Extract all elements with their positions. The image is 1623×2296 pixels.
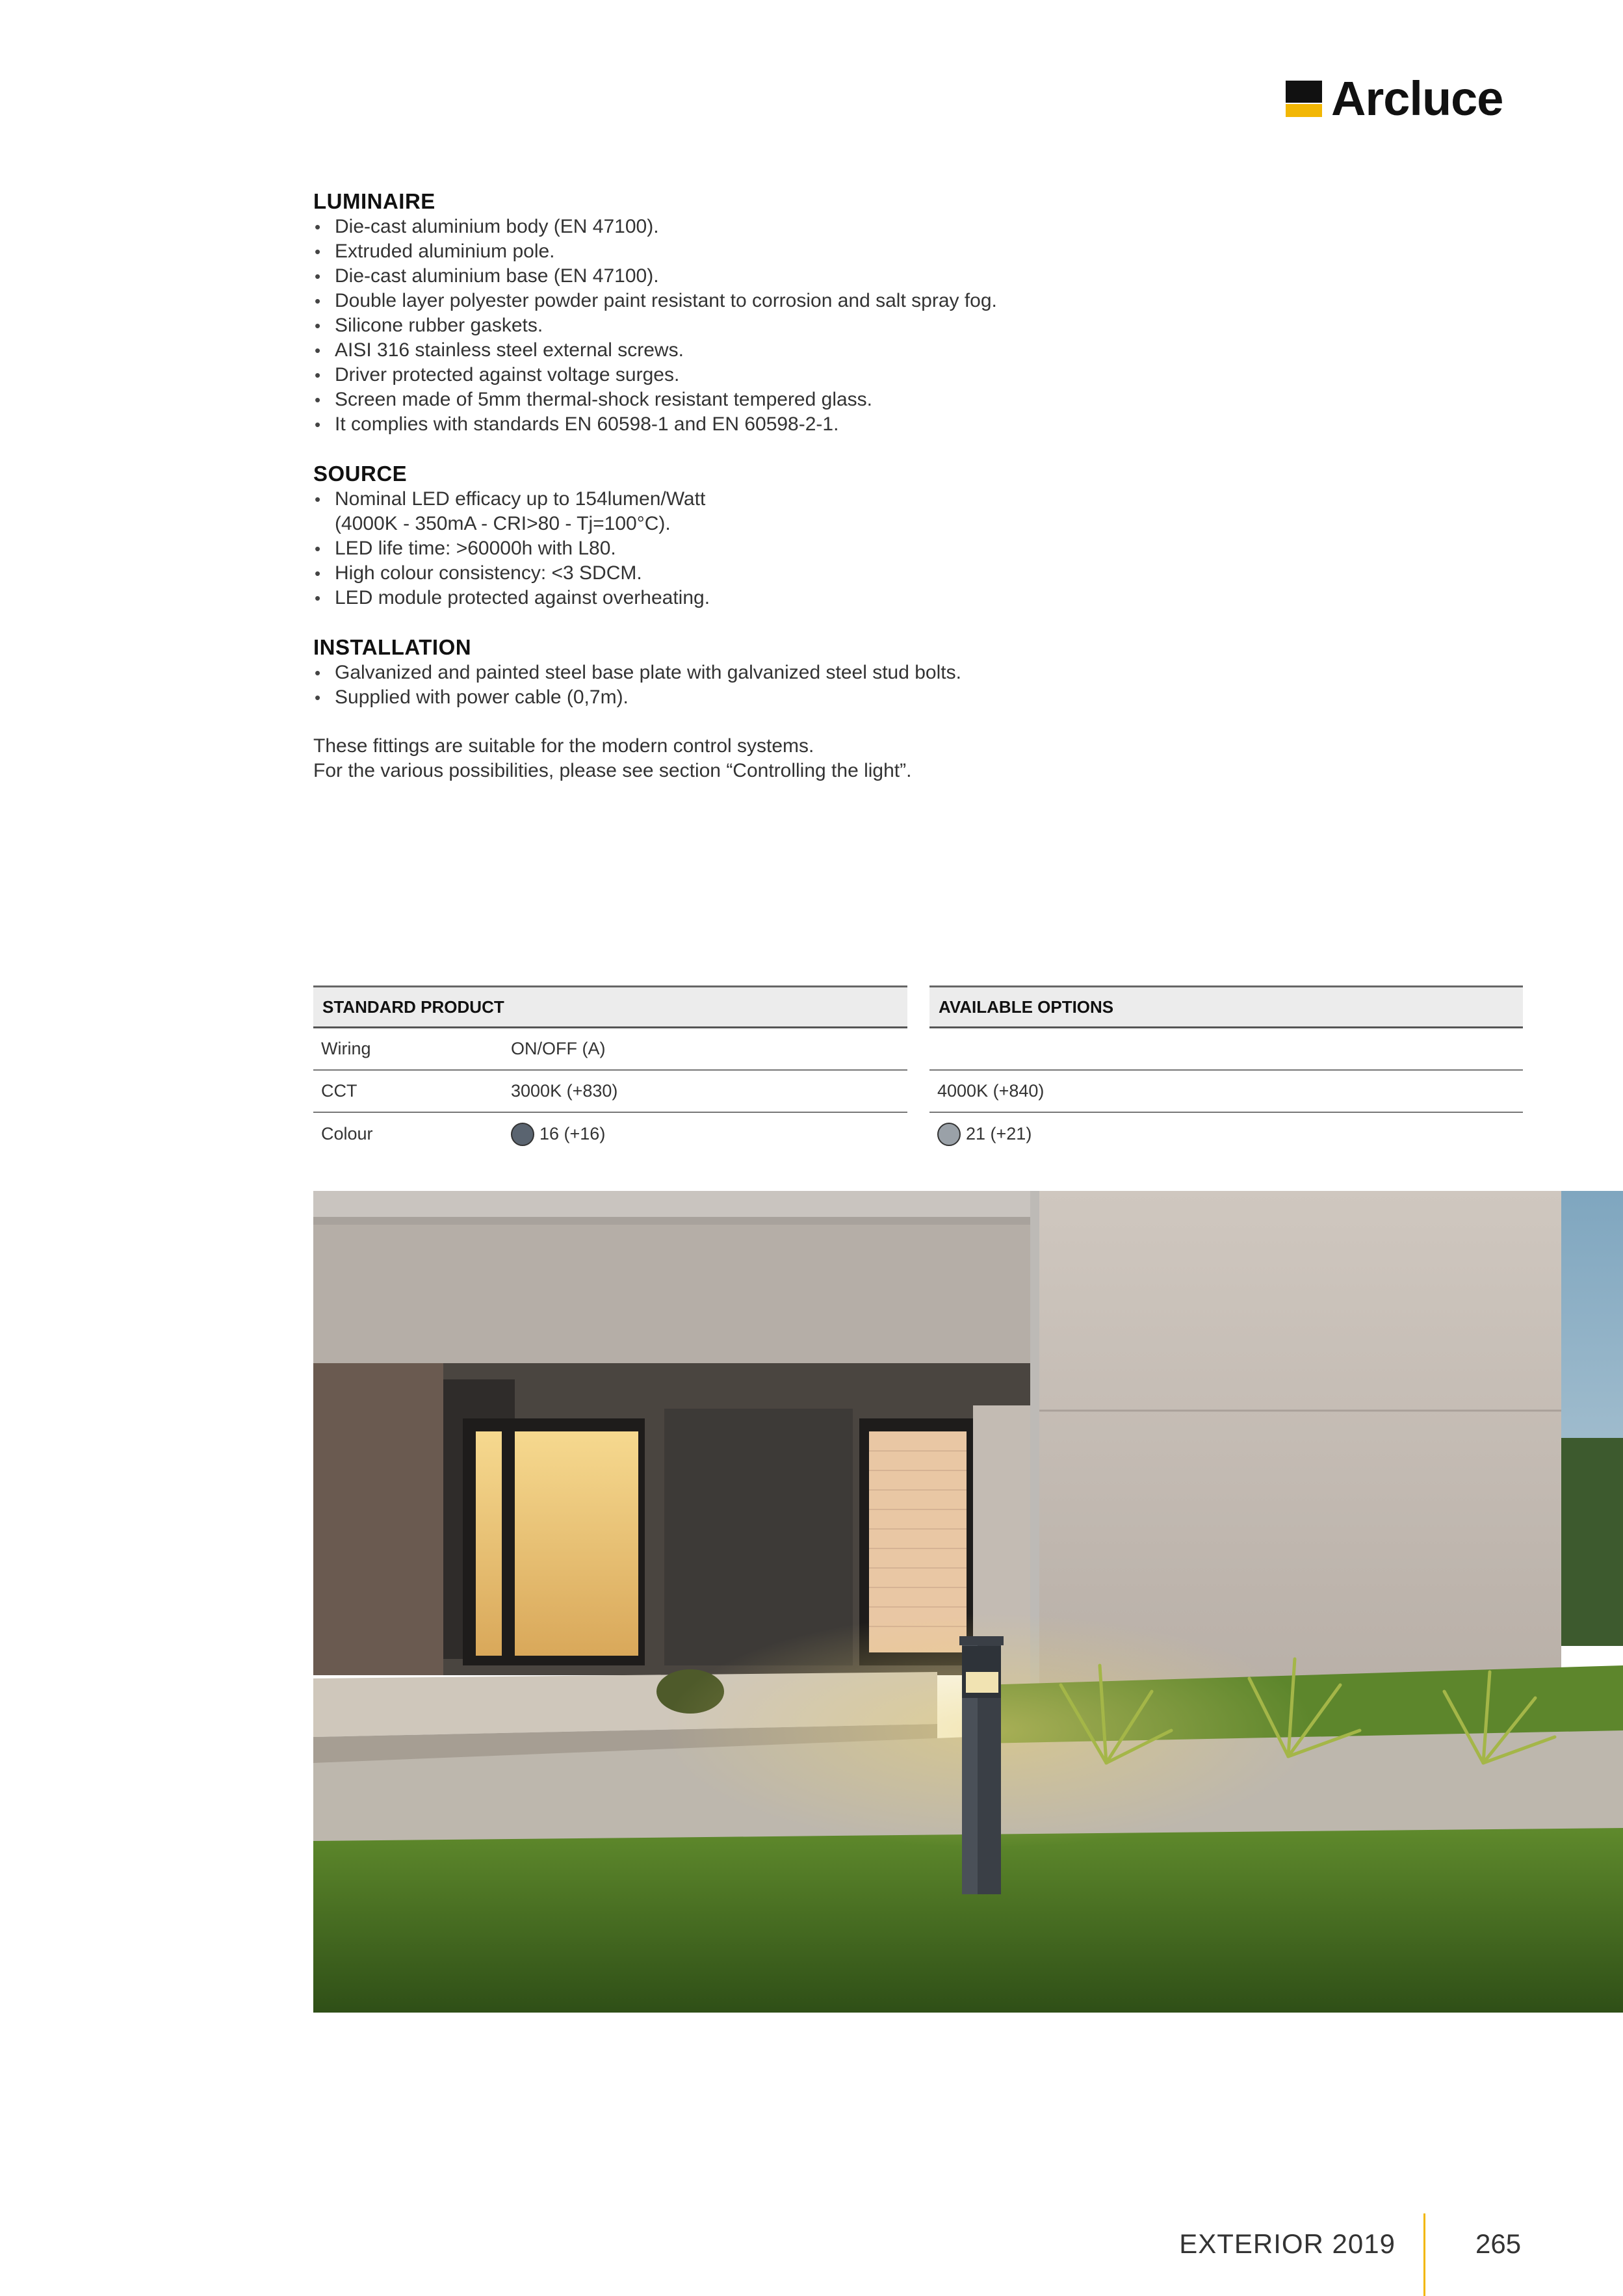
- row-value: [511, 1123, 605, 1146]
- note-line: These fittings are suitable for the modern control systems.: [313, 735, 814, 757]
- brand-logo: [1286, 73, 1503, 125]
- row-value: ON/OFF (A): [511, 1039, 606, 1058]
- section-title: SOURCE: [313, 462, 408, 486]
- list-item: • AISI 316 stainless steel external screws.: [313, 338, 1418, 363]
- list-item: • Screen made of 5mm thermal-shock resistant tempered glass.: [313, 387, 1418, 412]
- section-installation: [313, 634, 1418, 710]
- section-source: [313, 461, 1418, 610]
- list-item: • Supplied with power cable (0,7m).: [313, 685, 1418, 710]
- list-item: • Nominal LED efficacy up to 154lumen/Watt (4000K - 350mA - CRI>80 - Tj=100°C).: [313, 487, 1418, 536]
- standard-product-table: [313, 985, 907, 1155]
- list-item: • Die-cast aluminium body (EN 47100).: [313, 215, 1418, 239]
- table-row: [313, 1028, 907, 1071]
- spec-text: [313, 189, 1418, 783]
- page-number: 265: [1475, 2228, 1522, 2259]
- row-label: Colour: [321, 1124, 373, 1143]
- colour-code: 16 (+16): [539, 1124, 606, 1143]
- colour-swatch-icon: [511, 1123, 534, 1146]
- colour-code: 21 (+21): [966, 1124, 1032, 1143]
- section-title: INSTALLATION: [313, 635, 472, 659]
- brand-mark-icon: [1286, 81, 1322, 117]
- list-item: • LED module protected against overheating.: [313, 586, 1418, 610]
- section-title: LUMINAIRE: [313, 189, 435, 213]
- brand-name: Arcluce: [1331, 72, 1503, 125]
- table-row: [313, 1071, 907, 1113]
- table-header: STANDARD PRODUCT: [313, 987, 907, 1028]
- list-item: • High colour consistency: <3 SDCM.: [313, 561, 1418, 586]
- table-row: [313, 1113, 907, 1155]
- row-value: 3000K (+830): [511, 1081, 618, 1101]
- list-item: • Die-cast aluminium base (EN 47100).: [313, 264, 1418, 289]
- product-photo: [313, 1191, 1623, 2013]
- row-label: CCT: [321, 1081, 357, 1101]
- list-item: • Silicone rubber gaskets.: [313, 313, 1418, 338]
- footer-section-title: EXTERIOR 2019: [1179, 2228, 1396, 2259]
- bullet-list: [313, 660, 1418, 710]
- control-systems-note: [313, 734, 1418, 783]
- footer-divider: [1423, 2213, 1425, 2296]
- section-luminaire: [313, 189, 1418, 437]
- table-row: [929, 1028, 1523, 1071]
- list-item: • Extruded aluminium pole.: [313, 239, 1418, 264]
- list-item: • Galvanized and painted steel base plate with galvanized steel stud bolts.: [313, 660, 1418, 685]
- list-item: • LED life time: >60000h with L80.: [313, 536, 1418, 561]
- list-item: • Driver protected against voltage surges.: [313, 363, 1418, 387]
- colour-swatch-icon: [937, 1123, 961, 1146]
- note-line: For the various possibilities, please see section “Controlling the light”.: [313, 760, 912, 781]
- list-item: • It complies with standards EN 60598-1 and EN 60598-2-1.: [313, 412, 1418, 437]
- list-item: • Double layer polyester powder paint resistant to corrosion and salt spray fog.: [313, 289, 1418, 313]
- row-label: Wiring: [321, 1039, 371, 1058]
- available-options-table: [929, 985, 1523, 1155]
- bullet-list: [313, 215, 1418, 437]
- bullet-list: [313, 487, 1418, 610]
- row-value: [929, 1123, 1032, 1146]
- table-row: [929, 1071, 1523, 1113]
- row-value: 4000K (+840): [937, 1081, 1045, 1101]
- table-header: AVAILABLE OPTIONS: [929, 987, 1523, 1028]
- table-row: [929, 1113, 1523, 1155]
